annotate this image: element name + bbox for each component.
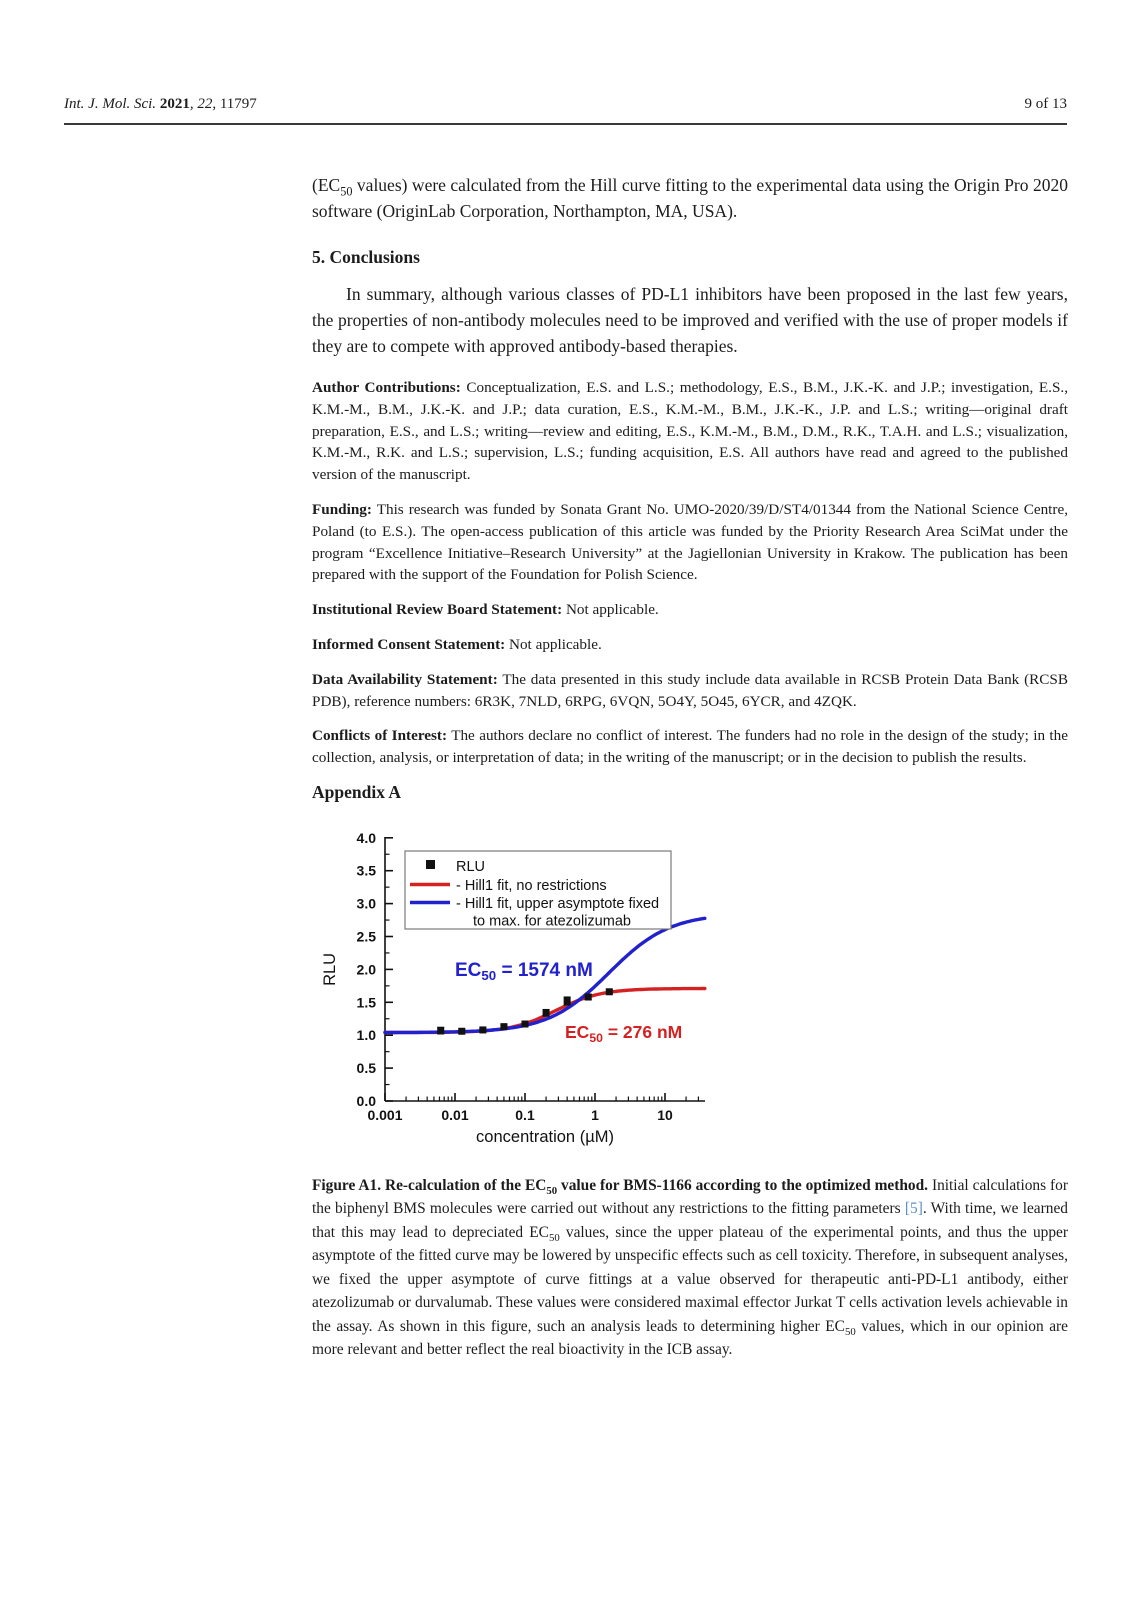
conflicts-of-interest-text: The authors declare no conflict of interest. The funders had no role in the design of the study; in the collection, analysis, or interpretation of data; in the writing of the manuscript; or in the decision to publish the results. — [312, 727, 1068, 767]
conclusions-heading: 5. Conclusions — [312, 247, 420, 267]
svg-text:10: 10 — [657, 1106, 673, 1123]
caption-text-2: . With time, we learned that this may lead to depreciated EC — [312, 1200, 1068, 1241]
svg-text:3.0: 3.0 — [356, 895, 376, 912]
irb-statement-label: Institutional Review Board Statement: — [312, 601, 563, 619]
svg-text:0.0: 0.0 — [356, 1092, 376, 1109]
data-availability-section — [312, 669, 1068, 713]
ec50-subscript: 50 — [340, 184, 353, 199]
conclusions-paragraph: In summary, although various classes of PD-L1 inhibitors have been proposed in the last few years, the properties of non-antibody molecules need to be improved and verified with the use of proper models if they are to compete with approved antibody-based therapies. — [312, 284, 1068, 356]
author-contributions-label: Author Contributions: — [312, 379, 461, 396]
caption-text-3: values, since the upper plateau of the experimental points, and thus the upper asymptote of the fitted curve may be lowered by unspecific effects such as cell toxicity. Therefore, in subsequent analyses, we fixed the upper asymptote of curve fittings at a value observed for therapeutic anti-PD-L1 antibody, either atezolizumab or durvalumab. These values were considered maximal effector Jurkat T cells activation levels achievable in the assay. As shown in this figure, such an analysis leads to determining higher EC — [312, 1223, 1068, 1335]
citation-5-link[interactable]: [5] — [904, 1200, 923, 1218]
journal-title: Int. J. Mol. Sci. — [64, 96, 157, 112]
funding-label: Funding: — [312, 500, 372, 518]
svg-text:4.0: 4.0 — [356, 829, 376, 846]
appendix-heading: Appendix A — [312, 781, 401, 802]
caption-text-1: Initial calculations for the biphenyl BMS molecules were carried out without any restrictions to the fitting parameters — [312, 1176, 1068, 1218]
author-contributions-section — [312, 377, 1068, 486]
irb-statement-text: Not applicable. — [565, 601, 659, 619]
svg-text:3.5: 3.5 — [356, 862, 376, 879]
svg-text:1.0: 1.0 — [356, 1027, 376, 1044]
data-availability-label: Data Availability Statement: — [312, 670, 498, 688]
svg-text:0.01: 0.01 — [441, 1106, 469, 1123]
header-divider — [64, 123, 1067, 125]
page-number: 9 of 13 — [1024, 96, 1067, 112]
y-axis-label: RLU — [321, 952, 339, 986]
svg-text:0.5: 0.5 — [356, 1060, 376, 1077]
figure-a1 — [318, 816, 1068, 1161]
journal-volume: , 22 — [189, 96, 213, 112]
legend — [405, 851, 671, 930]
ec50-annotation-red: $EC_{50} = 276$ nM — [565, 1021, 683, 1045]
informed-consent-section — [312, 634, 1068, 656]
svg-text:1: 1 — [591, 1106, 599, 1123]
author-contributions-text: Conceptualization, E.S. and L.S.; methodology, E.S., B.M., J.K.-K. and J.P.; investigation, E.S., K.M.-M., B.M., J.K.-K. and J.P.; data curation, E.S., K.M.-M., B.M., J.K.-K., J.P. and L.S.; writing—original draft preparation, E.S., and L.S.; writing—review and editing, E.S., K.M.-M., B.M., D.M., R.K., T.A.H. and L.S.; visualization, K.M.-M., R.K. and L.S.; supervision, L.S.; funding acquisition, E.S. All authors have read and agreed to the published version of the manuscript. — [312, 379, 1068, 484]
svg-text:0.1: 0.1 — [515, 1106, 535, 1123]
conflicts-of-interest-label: Conflicts of Interest: — [312, 727, 448, 745]
running-head — [64, 96, 257, 113]
informed-consent-text: Not applicable. — [509, 635, 602, 653]
funding-text: This research was funded by Sonata Grant No. UMO-2020/39/D/ST4/01344 from the National Science Centre, Poland (to E.S.). The open-access publication of this article was funded by the Priority Research Area SciMat under the program “Excellence Initiative–Research University” at the Jagiellonian University in Krakow. The publication has been prepared with the support of the Foundation for Polish Science. — [312, 500, 1069, 584]
svg-text:to max. for atezolizumab: to max. for atezolizumab — [473, 913, 631, 930]
data-availability-text: The data presented in this study include data available in RCSB Protein Data Bank (RCSB PDB), reference numbers: 6R3K, 7NLD, 6RPG, 6VQN, 5O4Y, 5O45, 6YCR, and 4ZQK. — [312, 670, 1069, 710]
intro-paragraph — [312, 172, 1068, 224]
intro-pre: (EC — [312, 175, 341, 195]
svg-text:1.5: 1.5 — [356, 994, 376, 1011]
svg-text:2.0: 2.0 — [356, 961, 376, 978]
journal-article-number: , 11797 — [212, 96, 257, 112]
content-column — [312, 172, 1068, 1362]
intro-post: values) were calculated from the Hill curve fitting to the experimental data using the Origin Pro 2020 software (OriginLab Corporation, Northampton, MA, USA). — [312, 175, 1068, 221]
caption-sub-2: 50 — [844, 1326, 856, 1339]
svg-text:- Hill1 fit, upper asymptote f: - Hill1 fit, upper asymptote fixed — [456, 895, 660, 912]
irb-statement-section — [312, 599, 1068, 621]
funding-section — [312, 499, 1068, 586]
caption-text-4: values, which in our opinion are more relevant and better reflect the real bioactivity in the ICB assay. — [312, 1317, 1068, 1359]
journal-year: 2021 — [159, 96, 190, 112]
svg-text:- Hill1 fit, no restrictions: - Hill1 fit, no restrictions — [456, 877, 607, 894]
svg-text:2.5: 2.5 — [356, 928, 376, 945]
caption-bold-sub: 50 — [546, 1185, 558, 1198]
caption-bold-post: value for BMS-1166 according to the optimized method. — [557, 1176, 932, 1194]
svg-text:0.001: 0.001 — [367, 1106, 403, 1123]
caption-sub-1: 50 — [548, 1232, 560, 1245]
caption-bold-pre: Figure A1. Re-calculation of the EC — [312, 1176, 547, 1194]
svg-text:RLU: RLU — [456, 858, 486, 875]
figure-a1-caption — [312, 1174, 1068, 1362]
x-axis-label: concentration (µM) — [476, 1127, 614, 1146]
figure-a1-chart-svg — [318, 816, 738, 1156]
informed-consent-label: Informed Consent Statement: — [312, 635, 506, 653]
conflicts-of-interest-section — [312, 725, 1068, 769]
ec50-annotation-blue: $EC_{50} = 1574$ nM — [455, 959, 593, 983]
